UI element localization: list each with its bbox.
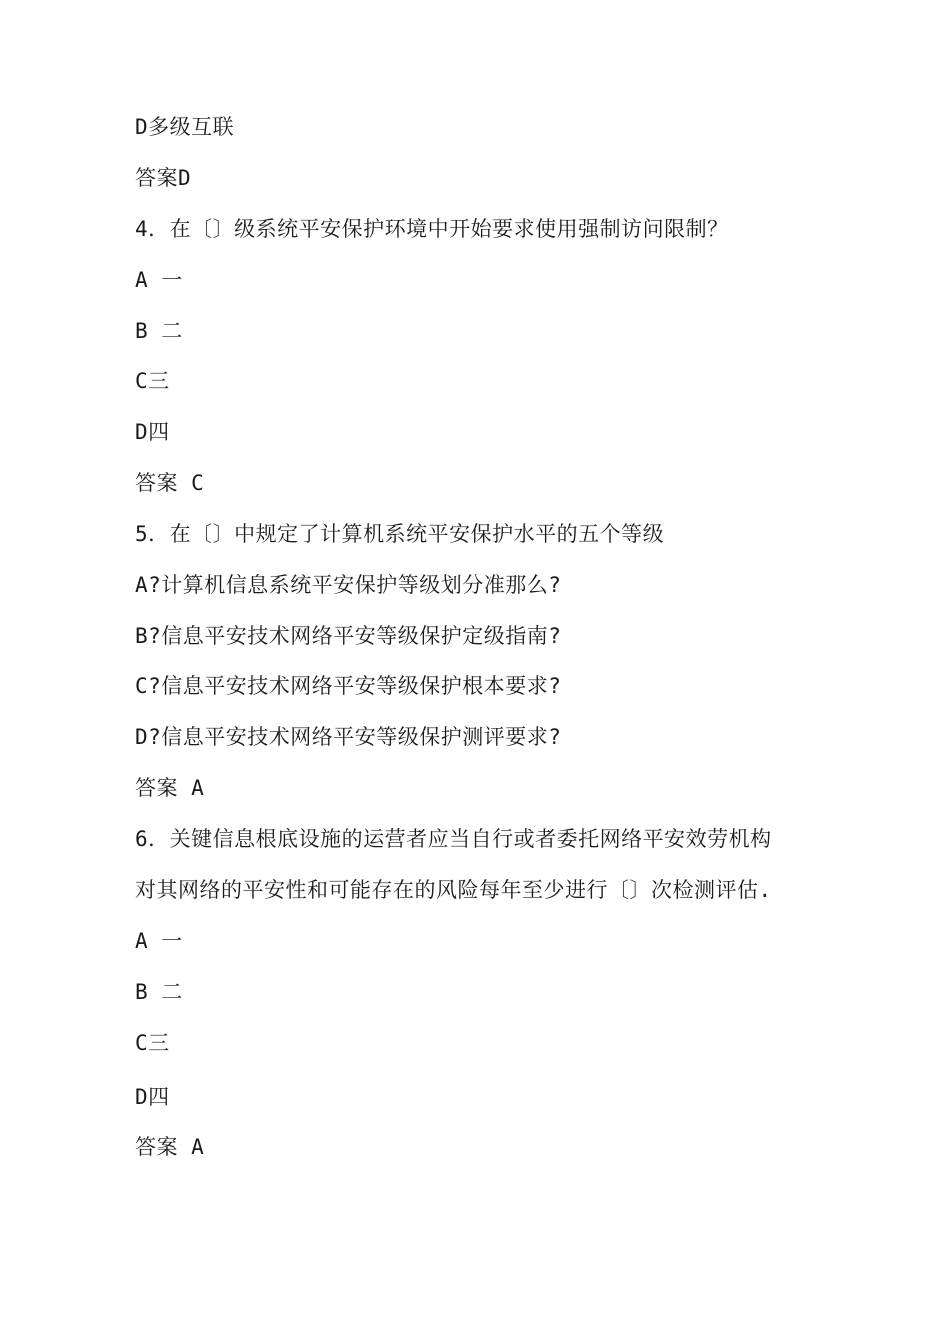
- option-b-q6: B 二: [135, 980, 183, 1004]
- option-a-q5: A?计算机信息系统平安保护等级划分准那么?: [135, 573, 562, 597]
- question-5: 5．在〔〕中规定了计算机系统平安保护水平的五个等级: [135, 522, 665, 546]
- option-d-q3: D多级互联: [135, 115, 235, 139]
- question-6-line-1: 6．关键信息根底设施的运营者应当自行或者委托网络平安效劳机构: [135, 827, 772, 851]
- option-d-q4: D四: [135, 420, 170, 444]
- option-c-q5: C?信息平安技术网络平安等级保护根本要求?: [135, 674, 562, 698]
- option-b-q5: B?信息平安技术网络平安等级保护定级指南?: [135, 624, 562, 648]
- option-d-q6: D四: [135, 1085, 170, 1109]
- option-c-q4: C三: [135, 369, 170, 393]
- option-b-q4: B 二: [135, 319, 183, 343]
- answer-q5: 答案 A: [135, 776, 205, 800]
- option-a-q6: A 一: [135, 929, 183, 953]
- answer-q4: 答案 C: [135, 471, 205, 495]
- answer-q6: 答案 A: [135, 1135, 205, 1159]
- option-d-q5: D?信息平安技术网络平安等级保护测评要求?: [135, 725, 562, 749]
- option-c-q6: C三: [135, 1031, 170, 1055]
- option-a-q4: A 一: [135, 268, 183, 292]
- question-6-line-2: 对其网络的平安性和可能存在的风险每年至少进行〔〕次检测评估.: [135, 878, 772, 902]
- answer-q3: 答案D: [135, 166, 192, 190]
- question-4: 4．在〔〕级系统平安保护环境中开始要求使用强制访问限制？: [135, 217, 729, 241]
